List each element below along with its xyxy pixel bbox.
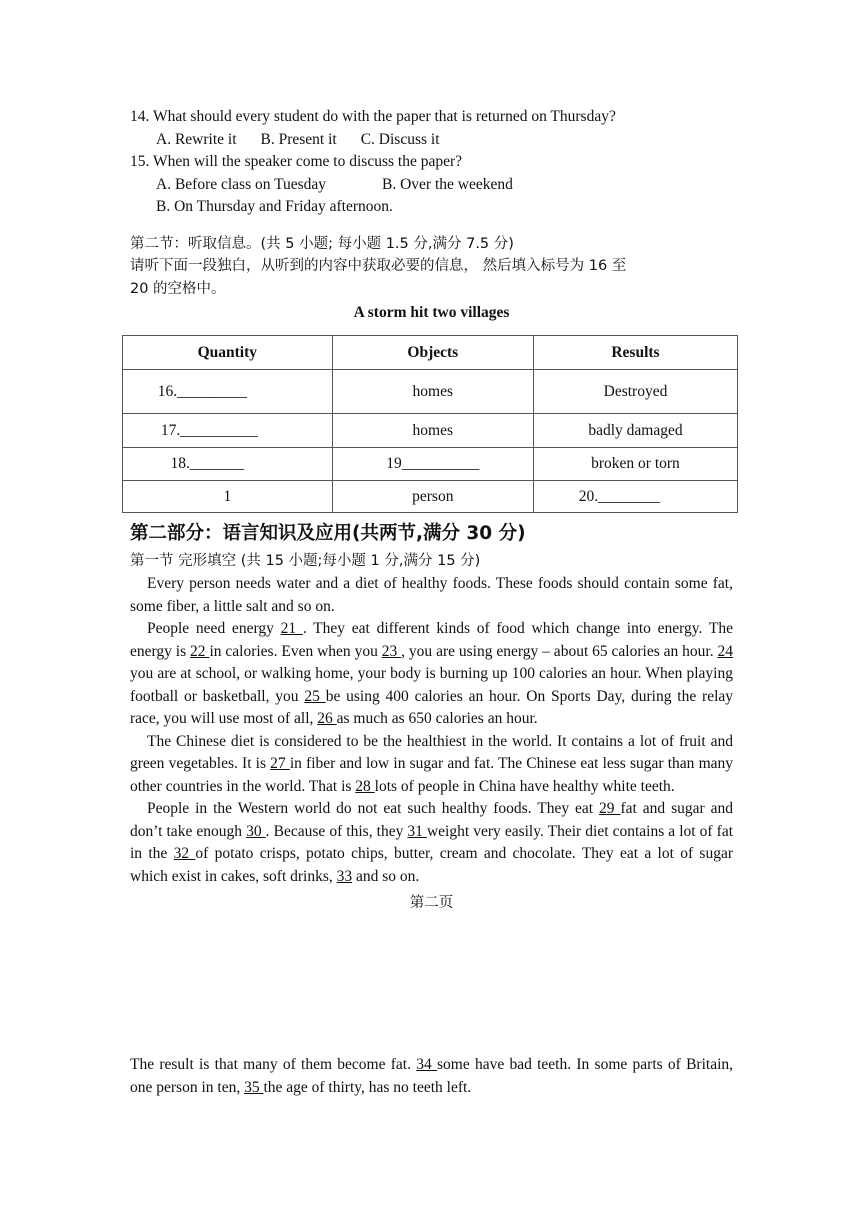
text: weight very easily. Their diet contains a lot of fat in the bbox=[130, 822, 734, 862]
blank-28: 28 bbox=[355, 777, 375, 795]
cloze-section-heading: 第一节 完形填空 (共 15 小题;每小题 1 分,满分 15 分) bbox=[130, 553, 481, 569]
table-title: A storm hit two villages bbox=[353, 304, 510, 321]
paragraph-5 bbox=[130, 1054, 733, 1099]
page-two bbox=[130, 1054, 733, 1099]
table-cell: 1 bbox=[123, 481, 333, 513]
blank-18: 18._______ bbox=[170, 455, 245, 472]
blank-22: 22 bbox=[190, 642, 210, 660]
table-row bbox=[123, 448, 738, 481]
part-2-heading: 第二部分：语言知识及应用(共两节,满分 30 分) bbox=[130, 523, 526, 544]
blank-25: 25 bbox=[304, 687, 326, 705]
table-cell bbox=[123, 414, 333, 448]
text: lots of people in China have healthy white teeth. bbox=[374, 777, 675, 795]
blank-21: 21 bbox=[280, 620, 303, 637]
blank-33: 33 bbox=[336, 867, 353, 885]
blank-23: 23 bbox=[381, 642, 402, 660]
question-15-options-ab bbox=[130, 174, 733, 197]
blank-29: 29 bbox=[599, 800, 621, 817]
text: the age of thirty, has no teeth left. bbox=[263, 1078, 472, 1096]
header-results: Results bbox=[533, 336, 737, 370]
table-cell: homes bbox=[332, 414, 533, 448]
header-objects: Objects bbox=[332, 336, 533, 370]
table-cell: homes bbox=[332, 370, 533, 414]
cloze-passage bbox=[130, 573, 733, 888]
question-14-options bbox=[130, 129, 733, 152]
blank-34: 34 bbox=[416, 1056, 437, 1073]
text: as much as 650 calories an hour. bbox=[336, 710, 538, 727]
table-cell bbox=[123, 370, 333, 414]
text: . Because of this, they bbox=[265, 822, 408, 840]
text: People need energy bbox=[147, 620, 281, 637]
text: of potato crisps, potato chips, butter, cream and chocolate. They eat a lot of sugar which exist in cakes, soft drinks, bbox=[130, 845, 733, 885]
header-quantity: Quantity bbox=[123, 336, 333, 370]
table-cell bbox=[533, 481, 737, 513]
text: , you are using energy – about 65 calories an hour. bbox=[401, 642, 718, 660]
blank-35: 35 bbox=[244, 1078, 264, 1096]
option-a: A. Rewrite it bbox=[156, 130, 237, 148]
blank-16: 16._________ bbox=[157, 382, 247, 400]
blank-24: 24 bbox=[717, 642, 733, 660]
text: fat and sugar and don’t take enough bbox=[130, 800, 734, 840]
table-cell bbox=[123, 448, 333, 481]
blank-27: 27 bbox=[270, 755, 290, 772]
text: People in the Western world do not eat such healthy foods. They eat bbox=[147, 800, 600, 817]
question-15-option-c: B. On Thursday and Friday afternoon. bbox=[156, 198, 393, 215]
blank-17: 17.__________ bbox=[160, 421, 258, 439]
table-cell: Destroyed bbox=[533, 370, 737, 414]
page-one bbox=[130, 106, 733, 914]
section-2-heading: 第二节：听取信息。(共 5 小题; 每小题 1.5 分,满分 7.5 分) bbox=[130, 235, 514, 252]
blank-30: 30 bbox=[246, 822, 266, 840]
text: The result is that many of them become fat. bbox=[130, 1056, 417, 1073]
table-cell: broken or torn bbox=[533, 448, 737, 481]
table-cell: badly damaged bbox=[533, 414, 737, 448]
text: you are at school, or walking home, your body is burning up 100 calories an hour. When playing football or basketball, you bbox=[130, 665, 733, 705]
section-2-instruction-cont: 20 的空格中。 bbox=[130, 280, 226, 297]
option-b: B. Over the weekend bbox=[382, 175, 513, 193]
table-header-row bbox=[123, 336, 738, 370]
paragraph-3 bbox=[130, 731, 733, 799]
table-row bbox=[123, 414, 738, 448]
page-number: 第二页 bbox=[409, 895, 454, 911]
text: some have bad teeth. In some parts of Britain, one person in ten, bbox=[130, 1056, 734, 1096]
info-table bbox=[122, 335, 738, 513]
blank-31: 31 bbox=[407, 822, 427, 840]
option-a: A. Before class on Tuesday bbox=[156, 175, 327, 193]
table-cell: 19__________ bbox=[332, 448, 533, 481]
paragraph-2 bbox=[130, 618, 733, 731]
text: . They eat different kinds of food which change into energy. The energy is bbox=[130, 620, 733, 660]
blank-32: 32 bbox=[173, 845, 196, 862]
paragraph-4 bbox=[130, 798, 733, 888]
question-15: 15. When will the speaker come to discuss the paper? bbox=[130, 153, 463, 170]
option-c: C. Discuss it bbox=[360, 130, 440, 148]
section-2-instruction: 请听下面一段独白，从听到的内容中获取必要的信息， 然后填入标号为 16 至 bbox=[130, 258, 627, 274]
text: in calories. Even when you bbox=[209, 642, 382, 660]
text: and so on. bbox=[352, 867, 420, 885]
paragraph-1: Every person needs water and a diet of healthy foods. These foods should contain some fat, some fiber, a little salt and so on. bbox=[130, 575, 733, 615]
question-14: 14. What should every student do with the paper that is returned on Thursday? bbox=[130, 108, 616, 125]
option-b: B. Present it bbox=[260, 130, 337, 148]
table-cell: person bbox=[332, 481, 533, 513]
text: The Chinese diet is considered to be the healthiest in the world. It contains a lot of fruit and green vegetables. It is bbox=[130, 732, 733, 772]
text: be using 400 calories an hour. On Sports Day, during the relay race, you will use most of all, bbox=[130, 687, 734, 727]
blank-20: 20.________ bbox=[578, 487, 661, 505]
table-row bbox=[123, 370, 738, 414]
blank-26: 26 bbox=[317, 710, 337, 727]
table-row bbox=[123, 481, 738, 513]
text: in fiber and low in sugar and fat. The Chinese eat less sugar than many other countries in the world. That is bbox=[130, 755, 734, 795]
